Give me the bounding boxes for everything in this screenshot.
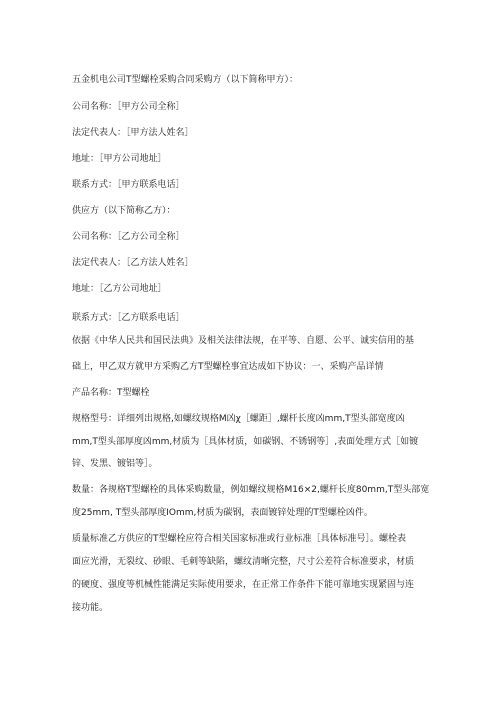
- spec-line-3: 锌、发黑、镀铝等］。: [72, 459, 158, 469]
- buyer-address: 地址：［甲方公司地址］: [72, 154, 167, 164]
- spec-line-2: mm,T型头部厚度凶mm,材质为［具体材质，如碳钢、不锈钢等］,表面处理方式［如镀: [72, 437, 419, 447]
- contract-heading-buyer: 五金机电公司T型螺栓采购合同采购方（以下简称甲方）：: [72, 75, 298, 85]
- quality-line-4: 接功能。: [72, 603, 109, 613]
- supplier-company-name: 公司名称：［乙方公司全称］: [72, 232, 185, 242]
- contract-text: [72, 64, 436, 615]
- quality-line-3: 的硬度、强度等机械性能满足实际使用要求，在正常工作条件下能可靠地实现紧固与连: [72, 580, 415, 590]
- quality-line-2: 面应光滑，无裂纹、砂眼、毛刺等缺陷，螺纹清晰完整，尺寸公差符合标准要求，材质: [72, 557, 415, 567]
- product-name: 产品名称：T型螺栓: [72, 388, 150, 398]
- quality-line-1: 质量标准乙方供应的T型螺栓应符合相关国家标准或行业标准［具体标准号］。螺栓表: [72, 534, 406, 544]
- quantity-line-2: 度25mm, T型头部厚度IOmm,材质为碳钢，表面镀锌处理的T型螺栓凶件。: [72, 508, 373, 518]
- supplier-legal-rep: 法定代表人：［乙方法人姓名］: [72, 258, 194, 268]
- buyer-legal-rep: 法定代表人：［甲方法人姓名］: [72, 128, 194, 138]
- legal-basis-line-2: 础上，甲乙双方就甲方采购乙方T型螺栓事宜达成如下协议：一、采购产品详情: [72, 362, 384, 372]
- buyer-company-name: 公司名称：［甲方公司全称］: [72, 102, 185, 112]
- legal-basis-line-1: 依据《中华人民共和国民法典》及相关法律法规，在平等、自愿、公平、诚实信用的基: [72, 336, 415, 346]
- supplier-heading: 供应方（以下简称乙方）：: [72, 206, 176, 216]
- spec-line-1: 规格型号：详细列出规格,如螺纹规格M凶χ［螺距］,螺杆长度凶mm,T型头部宽度凶: [72, 414, 405, 424]
- supplier-address: 地址：［乙方公司地址］: [72, 284, 167, 294]
- supplier-contact: 联系方式：［乙方联系电话］: [72, 313, 185, 323]
- quantity-line-1: 数量：各规格T型螺栓的具体采购数量，例如螺纹规格M16×2,螺杆长度80mm,T型头部宽: [72, 485, 430, 495]
- buyer-contact: 联系方式：［甲方联系电话］: [72, 180, 185, 190]
